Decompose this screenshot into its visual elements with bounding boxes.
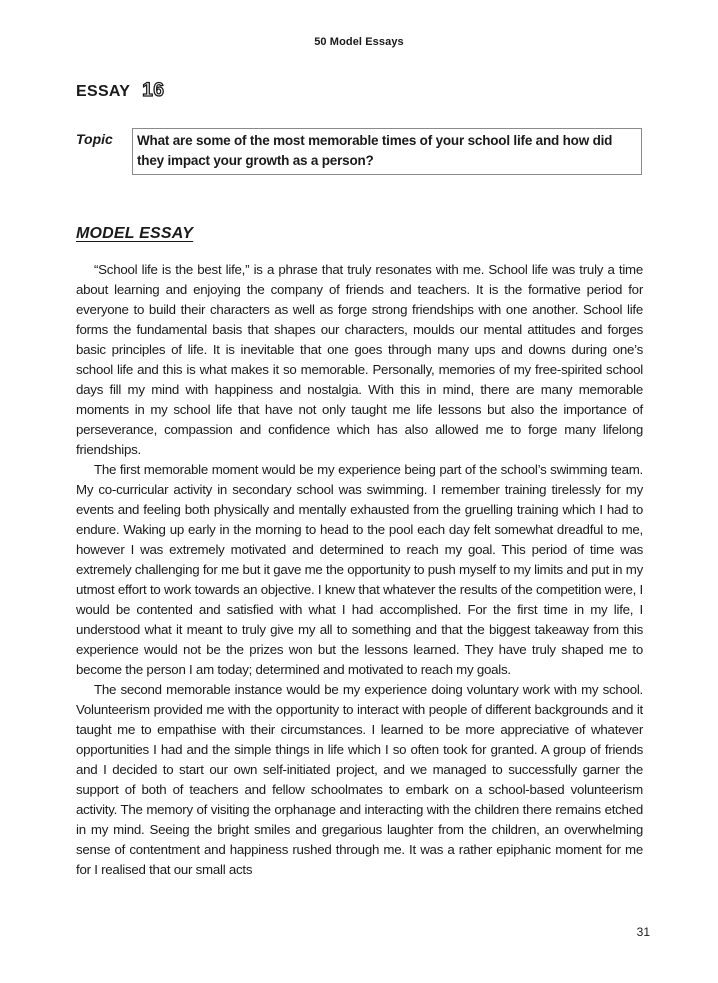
essay-number: 16 [142, 80, 165, 101]
paragraph-3: The second memorable instance would be my experience doing voluntary work with my school. Volunteerism provided me with the opportunity to interact with people of different backgrounds and it taught me to empathise with their circumstances. I learned to be more appreciative of whatever opportunities I had and the simple things in life which I so often took for granted. A group of friends and I decided to start our own self-initiated project, and we managed to successfully garner the support of both of teachers and fellow schoolmates to embark on a school-based volunteerism activity. The memory of visiting the orphanage and interacting with the children there remains etched in my mind. Seeing the bright smiles and gregarious laughter from the children, an overwhelming sense of contentment and happiness rushed through me. It was a rather epiphanic moment for me for I realised that our small acts [76, 682, 643, 877]
paragraph-2: The first memorable moment would be my experience being part of the school’s swimming team. My co-curricular activity in secondary school was swimming. I remember training tirelessly for my events and feeling both physically and mentally exhausted from the gruelling training which I had to endure. Waking up early in the morning to head to the pool each day felt somewhat dreadful to me, however I was extremely motivated and determined to reach my goal. This period of time was extremely challenging for me but it gave me the opportunity to push myself to my limits and put in my utmost effort to work towards an objective. I knew that whatever the results of the competition were, I would be contented and satisfied with what I had accomplished. For the first time in my life, I understood what it meant to truly give my all to something and that the biggest takeaway from this experience would not be the prizes won but the lessons learned. They have truly shaped me to become the person I am today; determined and motivated to reach my goals. [76, 462, 643, 677]
page-number: 31 [636, 925, 650, 939]
essay-label: ESSAY [76, 83, 131, 100]
essay-body [76, 260, 643, 880]
topic-box: What are some of the most memorable times of your school life and how did they impact your growth as a person? [132, 128, 642, 175]
topic-label: Topic [76, 131, 113, 147]
paragraph-1: “School life is the best life,” is a phrase that truly resonates with me. School life was truly a time about learning and enjoying the company of friends and teachers. It is the formative period for everyone to build their characters as well as forge strong friendships with one another. School life forms the fundamental basis that shapes our characters, moulds our mental attitudes and forges basic principles of life. It is inevitable that one goes through many ups and downs during one’s school life and this is what makes it so memorable. Personally, memories of my free-spirited school days fill my mind with happiness and nostalgia. With this in mind, there are many memorable moments in my school life that have not only taught me life lessons but also the importance of perseverance, compassion and confidence which has also allowed me to forge many lifelong friendships. [76, 262, 643, 457]
section-title: MODEL ESSAY [76, 225, 194, 242]
essay-heading [76, 80, 164, 102]
topic-row [76, 128, 642, 175]
running-header: 50 Model Essays [314, 36, 404, 48]
